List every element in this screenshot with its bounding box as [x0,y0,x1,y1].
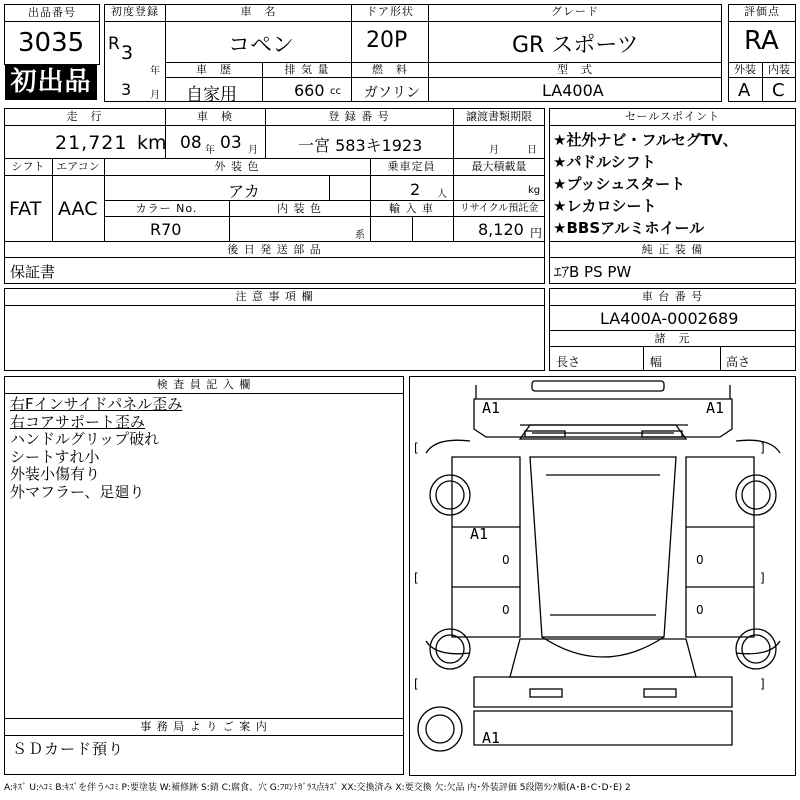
color-number-value: R70 [150,220,182,239]
damage-mark: A1 [706,399,725,417]
caution-label: 注 意 事 項 欄 [235,290,314,303]
color-number-label: カラー No. [135,202,198,215]
inspection-year-unit: 年 [205,145,215,156]
inspector-notes-label: 検 査 員 記 入 欄 [156,378,252,391]
first-listing-badge: 初出品 [5,64,97,100]
car-name-label: 車 名 [240,5,277,18]
damage-mark: A1 [470,525,489,543]
sales-point-2: ★パドルシフト [553,153,656,171]
damage-mark: A1 [482,729,501,747]
equipment-label: 純 正 装 備 [641,243,704,256]
displacement-value: 660 [294,81,325,100]
sales-point-4: ★レカロシート [553,197,657,215]
transfer-day-unit: 日 [527,145,537,156]
legend-footer: A:ｷｽﾞ U:ﾍｺﾐ B:ｷｽﾞを伴うﾍｺﾐ P:要塗装 W:補修跡 S:錆 C:腐食、穴 G:ﾌﾛﾝﾄｶﾞﾗｽ点ｷｽﾞ XX:交換済み X:要交換 欠:欠品 内･外装評価 5段階ﾗﾝｸ順(A･B･C･D･E) 2 [4,783,631,793]
import-car-label: 輸 入 車 [389,202,434,215]
mileage-value: 21,721 [55,132,128,154]
registration-number-label: 登 録 番 号 [328,110,390,123]
exterior-label: 外装 [734,63,756,76]
sales-point-3: ★プッシュスタート [553,175,686,193]
bracket-right-top: ] [760,441,765,455]
max-load-unit: kg [528,185,541,196]
chassis-number-label: 車 台 番 号 [641,290,704,303]
inspector-notes [10,396,182,501]
grade-label: グレード [551,5,599,18]
capacity-value: 2 [410,180,421,199]
shift-label: シフト [11,160,45,173]
inspector-note: 外マフラー、足廻り [10,482,145,501]
aircon-label: エアコン [56,160,100,173]
sales-point-5: ★BBSアルミホイール [553,219,705,237]
mileage-label: 走 行 [66,110,103,123]
interior-grade: C [772,80,785,101]
zero-mark: 0 [502,553,510,567]
door-type-label: ドア形状 [366,5,414,18]
transfer-month-unit: 月 [489,145,499,156]
height-label: 高さ [726,355,751,369]
recycle-deposit-value: 8,120 [478,220,524,239]
displacement-label: 排 気 量 [284,63,330,76]
shift-value: FAT [9,198,42,220]
score-value: RA [744,26,779,56]
sales-points-label: セールスポイント [624,110,720,123]
score-label: 評価点 [744,5,780,18]
car-name-value: コペン [228,33,295,58]
later-parts-value: 保証書 [10,263,56,281]
car-outline-diagram [410,377,797,777]
lot-number-label: 出品番号 [28,6,76,19]
bracket-right-mid: ] [760,571,765,585]
displacement-unit: cc [330,86,341,97]
capacity-label: 乗車定員 [387,160,436,173]
bracket-left-low: [ [414,677,419,691]
damage-mark: A1 [482,399,501,417]
recycle-deposit-unit: 円 [530,226,543,240]
mileage-unit: km [137,132,167,154]
length-label: 長さ [556,355,581,369]
aircon-value: AAC [58,198,98,220]
office-notice-value: ＳＤカード預り [12,740,125,758]
door-type-value: 20P [366,28,408,53]
inspection-year: 08 [180,133,202,153]
inspection-month: 03 [220,133,242,153]
inspector-note: 外装小傷有り [10,465,101,483]
lot-number-value: 3035 [18,28,85,58]
first-reg-label: 初度登録 [111,5,159,18]
zero-mark: 0 [502,603,510,617]
later-parts-label: 後 日 発 送 部 品 [227,243,322,256]
grade-value: GR スポーツ [512,33,639,58]
dimensions-label: 諸 元 [654,332,691,345]
first-reg-month-unit: 月 [150,90,160,101]
fuel-label: 燃 料 [372,63,408,76]
inspection-label: 車 検 [197,110,233,123]
interior-label: 内装 [768,63,790,76]
bracket-left-top: [ [414,441,419,455]
transfer-deadline-label: 譲渡書類期限 [466,110,532,123]
inspector-note: 右Fインサイドパネル歪み [10,395,183,413]
first-reg-era: R [108,34,120,54]
model-code-value: LA400A [542,81,604,100]
model-code-label: 型 式 [557,63,593,76]
inspector-note: 右コアサポート歪み [10,412,146,431]
inspector-note: シートすれ小 [10,447,100,466]
damage-diagram [409,376,796,776]
interior-color-label: 内 装 色 [277,202,322,215]
exterior-color-label: 外 装 色 [214,160,260,173]
interior-color-unit: 系 [355,230,365,241]
office-notice-label: 事 務 局 よ り ご 案 内 [140,720,268,733]
equipment-value: ｴｱB PS PW [554,263,632,281]
zero-mark: 0 [696,553,704,567]
inspection-month-unit: 月 [248,145,258,156]
registration-number-value: 一宮 583キ1923 [298,136,423,155]
history-value: 自家用 [186,85,237,105]
first-reg-year-unit: 年 [150,66,160,77]
first-reg-year: 3 [121,42,134,64]
width-label: 幅 [650,355,663,369]
history-label: 車 歴 [196,63,232,76]
bracket-left-mid: [ [414,571,419,585]
zero-mark: 0 [696,603,704,617]
exterior-grade: A [738,80,751,101]
chassis-number-value: LA400A-0002689 [600,309,739,328]
exterior-color-value: アカ [228,182,260,201]
capacity-unit: 人 [437,189,447,200]
recycle-deposit-label: リサイクル預託金 [459,203,539,214]
max-load-label: 最大積載量 [471,160,527,173]
first-reg-month: 3 [121,80,132,99]
fuel-value: ガソリン [364,85,420,101]
inspector-note: ハンドルグリップ破れ [10,430,160,448]
bracket-right-low: ] [760,677,765,691]
sales-point-1: ★社外ナビ・フルセグTV、 [553,131,738,149]
